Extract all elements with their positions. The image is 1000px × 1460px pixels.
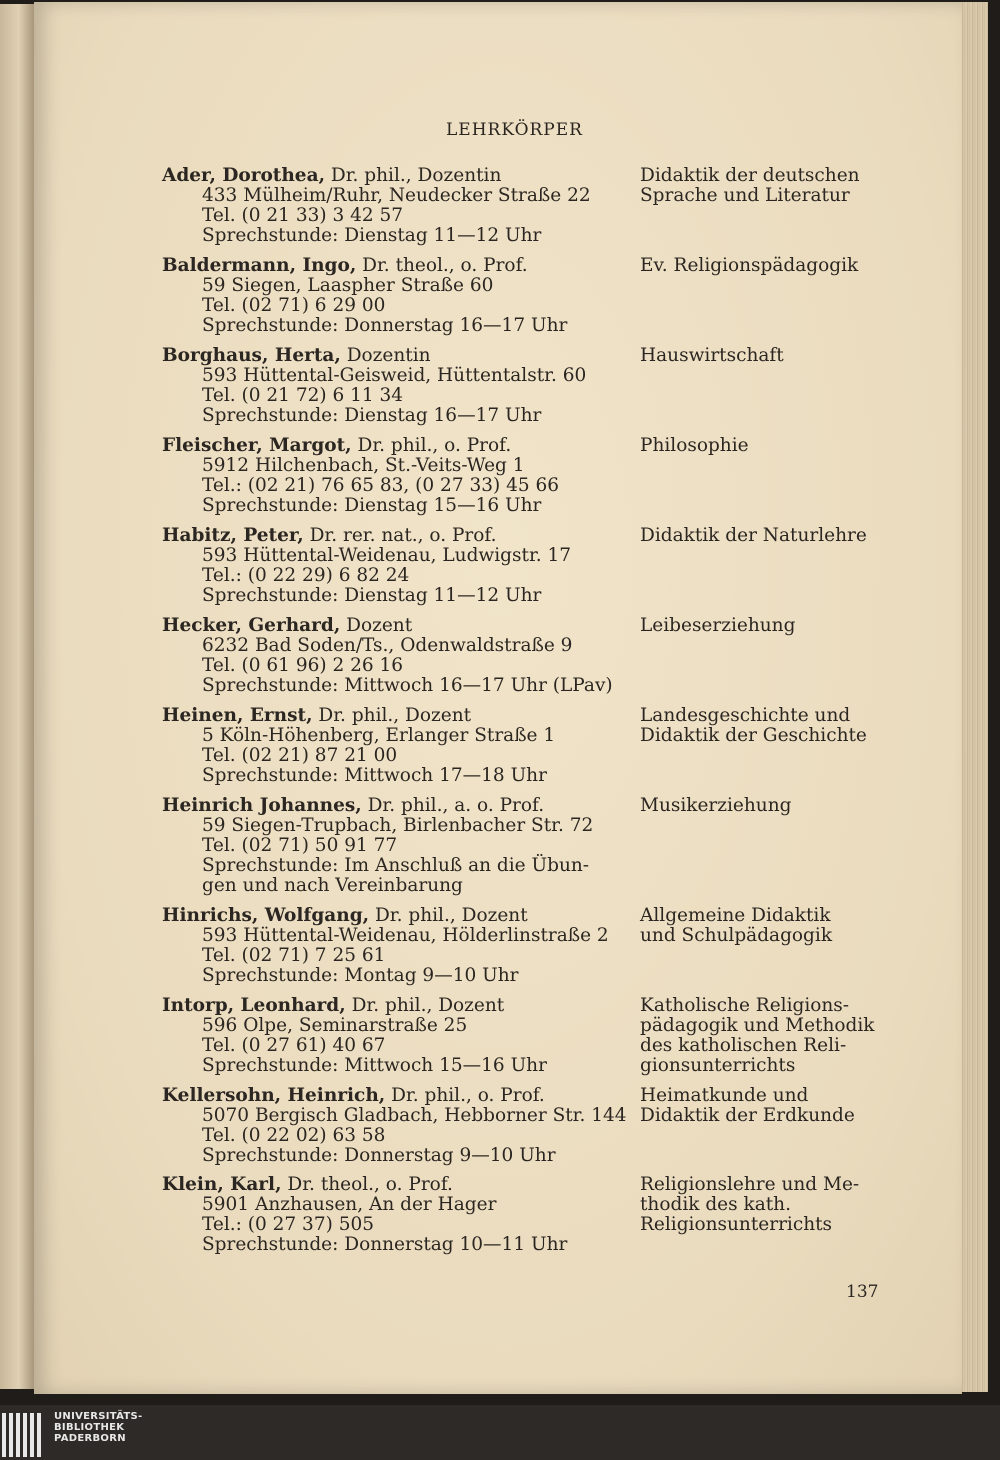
faculty-title: Dr. rer. nat., o. Prof. — [303, 525, 497, 546]
subject-line: Philosophie — [640, 435, 749, 456]
entry-subject — [640, 1086, 885, 1126]
office-hours-line: Sprechstunde: Im Anschluß an die Übun- — [202, 855, 590, 876]
entry-subject — [640, 906, 885, 946]
phone-line: Tel. (02 71) 50 91 77 — [202, 835, 398, 856]
faculty-title: Dr. theol., o. Prof. — [356, 255, 528, 276]
address-line: 596 Olpe, Seminarstraße 25 — [202, 1015, 468, 1036]
faculty-title: Dozentin — [340, 345, 431, 366]
phone-line: Tel. (02 21) 87 21 00 — [202, 745, 398, 766]
faculty-title: Dr. phil., Dozent — [312, 705, 472, 726]
entry-details — [162, 526, 632, 606]
page-number: 137 — [846, 1282, 879, 1302]
entry-subject — [640, 526, 885, 546]
entry-subject — [640, 346, 885, 366]
address-line: 5070 Bergisch Gladbach, Hebborner Str. 144 — [202, 1105, 627, 1126]
faculty-name: Hinrichs, Wolfgang, — [162, 905, 370, 926]
entry-details — [162, 706, 632, 786]
faculty-name: Intorp, Leonhard, — [162, 995, 346, 1016]
page-stack-edges — [958, 2, 988, 1392]
phone-line: Tel. (0 61 96) 2 26 16 — [202, 655, 404, 676]
subject-line: Allgemeine Didaktik — [640, 905, 831, 926]
faculty-name: Klein, Karl, — [162, 1174, 282, 1195]
phone-line: Tel.: (0 22 29) 6 82 24 — [202, 565, 410, 586]
subject-line: Heimatkunde und — [640, 1085, 809, 1106]
address-line: 6232 Bad Soden/Ts., Odenwaldstraße 9 — [202, 635, 573, 656]
faculty-title: Dr. phil., o. Prof. — [351, 435, 512, 456]
phone-line: Tel.: (0 27 37) 505 — [202, 1214, 375, 1235]
subject-line: pädagogik und Methodik — [640, 1015, 875, 1036]
address-line: 593 Hüttental-Weidenau, Hölderlinstraße 2 — [202, 925, 609, 946]
faculty-title: Dr. phil., Dozentin — [325, 165, 502, 186]
subject-line: Leibeserziehung — [640, 615, 796, 636]
logo-line: PADERBORN — [54, 1433, 126, 1444]
faculty-title: Dr. phil., Dozent — [369, 905, 528, 926]
subject-line: Sprache und Literatur — [640, 185, 850, 206]
subject-line: Didaktik der Geschichte — [640, 725, 867, 746]
entry-details — [162, 996, 632, 1076]
facing-page-edge — [0, 4, 34, 1389]
address-line: 5912 Hilchenbach, St.-Veits-Weg 1 — [202, 455, 525, 476]
entry-subject — [640, 166, 885, 206]
entry-details — [162, 256, 632, 336]
phone-line: Tel. (0 22 02) 63 58 — [202, 1125, 386, 1146]
address-line: 59 Siegen-Trupbach, Birlenbacher Str. 72 — [202, 815, 594, 836]
phone-line: Tel. (02 71) 6 29 00 — [202, 295, 386, 316]
faculty-name: Borghaus, Herta, — [162, 345, 341, 366]
office-hours-line: Sprechstunde: Dienstag 16—17 Uhr — [202, 405, 542, 426]
faculty-name: Ader, Dorothea, — [162, 165, 326, 186]
subject-line: Hauswirtschaft — [640, 345, 784, 366]
faculty-title: Dr. phil., Dozent — [345, 995, 505, 1016]
entry-subject — [640, 616, 885, 636]
subject-line: und Schulpädagogik — [640, 925, 833, 946]
phone-line: Tel. (0 27 61) 40 67 — [202, 1035, 386, 1056]
faculty-name: Kellersohn, Heinrich, — [162, 1085, 386, 1106]
phone-line: Tel. (02 71) 7 25 61 — [202, 945, 386, 966]
subject-line: Katholische Religions- — [640, 995, 850, 1016]
entry-details — [162, 1086, 632, 1166]
faculty-title: Dr. phil., a. o. Prof. — [361, 795, 545, 816]
faculty-name: Baldermann, Ingo, — [162, 255, 357, 276]
phone-line: Tel.: (02 21) 76 65 83, (0 27 33) 45 66 — [202, 475, 560, 496]
subject-line: gionsunterrichts — [640, 1055, 796, 1076]
office-hours-line: Sprechstunde: Mittwoch 17—18 Uhr — [202, 765, 547, 786]
entry-details — [162, 796, 632, 896]
library-footer — [0, 1405, 1000, 1460]
entry-subject — [640, 796, 885, 816]
entry-subject — [640, 1175, 885, 1235]
address-line: 5 Köln-Höhenberg, Erlanger Straße 1 — [202, 725, 556, 746]
office-hours-line: Sprechstunde: Donnerstag 16—17 Uhr — [202, 315, 568, 336]
subject-line: thodik des kath. — [640, 1194, 791, 1215]
office-hours-line: Sprechstunde: Dienstag 11—12 Uhr — [202, 225, 542, 246]
entry-details — [162, 166, 632, 246]
office-hours-continuation: gen und nach Vereinbarung — [202, 875, 463, 896]
address-line: 593 Hüttental-Weidenau, Ludwigstr. 17 — [202, 545, 572, 566]
entry-subject — [640, 706, 885, 746]
faculty-title: Dr. phil., o. Prof. — [385, 1085, 545, 1106]
faculty-name: Fleischer, Margot, — [162, 435, 352, 456]
library-logo-text — [54, 1411, 143, 1444]
subject-line: Religionslehre und Me- — [640, 1174, 860, 1195]
faculty-title: Dozent — [340, 615, 413, 636]
address-line: 593 Hüttental-Geisweid, Hüttentalstr. 60 — [202, 365, 587, 386]
entry-subject — [640, 996, 885, 1076]
entry-details — [162, 1175, 632, 1255]
office-hours-line: Sprechstunde: Dienstag 15—16 Uhr — [202, 495, 542, 516]
entry-details — [162, 346, 632, 426]
subject-line: Religionsunterrichts — [640, 1214, 833, 1235]
office-hours-line: Sprechstunde: Montag 9—10 Uhr — [202, 965, 519, 986]
phone-line: Tel. (0 21 72) 6 11 34 — [202, 385, 404, 406]
subject-line: des katholischen Reli- — [640, 1035, 847, 1056]
office-hours-line: Sprechstunde: Donnerstag 10—11 Uhr — [202, 1234, 568, 1255]
logo-line: BIBLIOTHEK — [54, 1422, 125, 1433]
subject-line: Didaktik der deutschen — [640, 165, 860, 186]
entry-details — [162, 906, 632, 986]
office-hours-line: Sprechstunde: Dienstag 11—12 Uhr — [202, 585, 542, 606]
subject-line: Musikerziehung — [640, 795, 792, 816]
entry-details — [162, 616, 632, 696]
subject-line: Didaktik der Erdkunde — [640, 1105, 855, 1126]
subject-line: Ev. Religionspädagogik — [640, 255, 859, 276]
faculty-title: Dr. theol., o. Prof. — [281, 1174, 453, 1195]
faculty-name: Heinrich Johannes, — [162, 795, 362, 816]
entry-subject — [640, 436, 885, 456]
library-logo-icon — [2, 1413, 48, 1457]
subject-line: Landesgeschichte und — [640, 705, 851, 726]
logo-line: UNIVERSITÄTS- — [54, 1411, 143, 1422]
office-hours-line: Sprechstunde: Donnerstag 9—10 Uhr — [202, 1145, 556, 1166]
faculty-name: Habitz, Peter, — [162, 525, 304, 546]
running-head: LEHRKÖRPER — [446, 120, 583, 140]
entry-subject — [640, 256, 885, 276]
faculty-name: Heinen, Ernst, — [162, 705, 313, 726]
subject-line: Didaktik der Naturlehre — [640, 525, 867, 546]
phone-line: Tel. (0 21 33) 3 42 57 — [202, 205, 404, 226]
address-line: 59 Siegen, Laaspher Straße 60 — [202, 275, 494, 296]
faculty-name: Hecker, Gerhard, — [162, 615, 341, 636]
office-hours-line: Sprechstunde: Mittwoch 15—16 Uhr — [202, 1055, 547, 1076]
address-line: 433 Mülheim/Ruhr, Neudecker Straße 22 — [202, 185, 591, 206]
entry-details — [162, 436, 632, 516]
office-hours-line: Sprechstunde: Mittwoch 16—17 Uhr (LPav) — [202, 675, 613, 696]
address-line: 5901 Anzhausen, An der Hager — [202, 1194, 497, 1215]
